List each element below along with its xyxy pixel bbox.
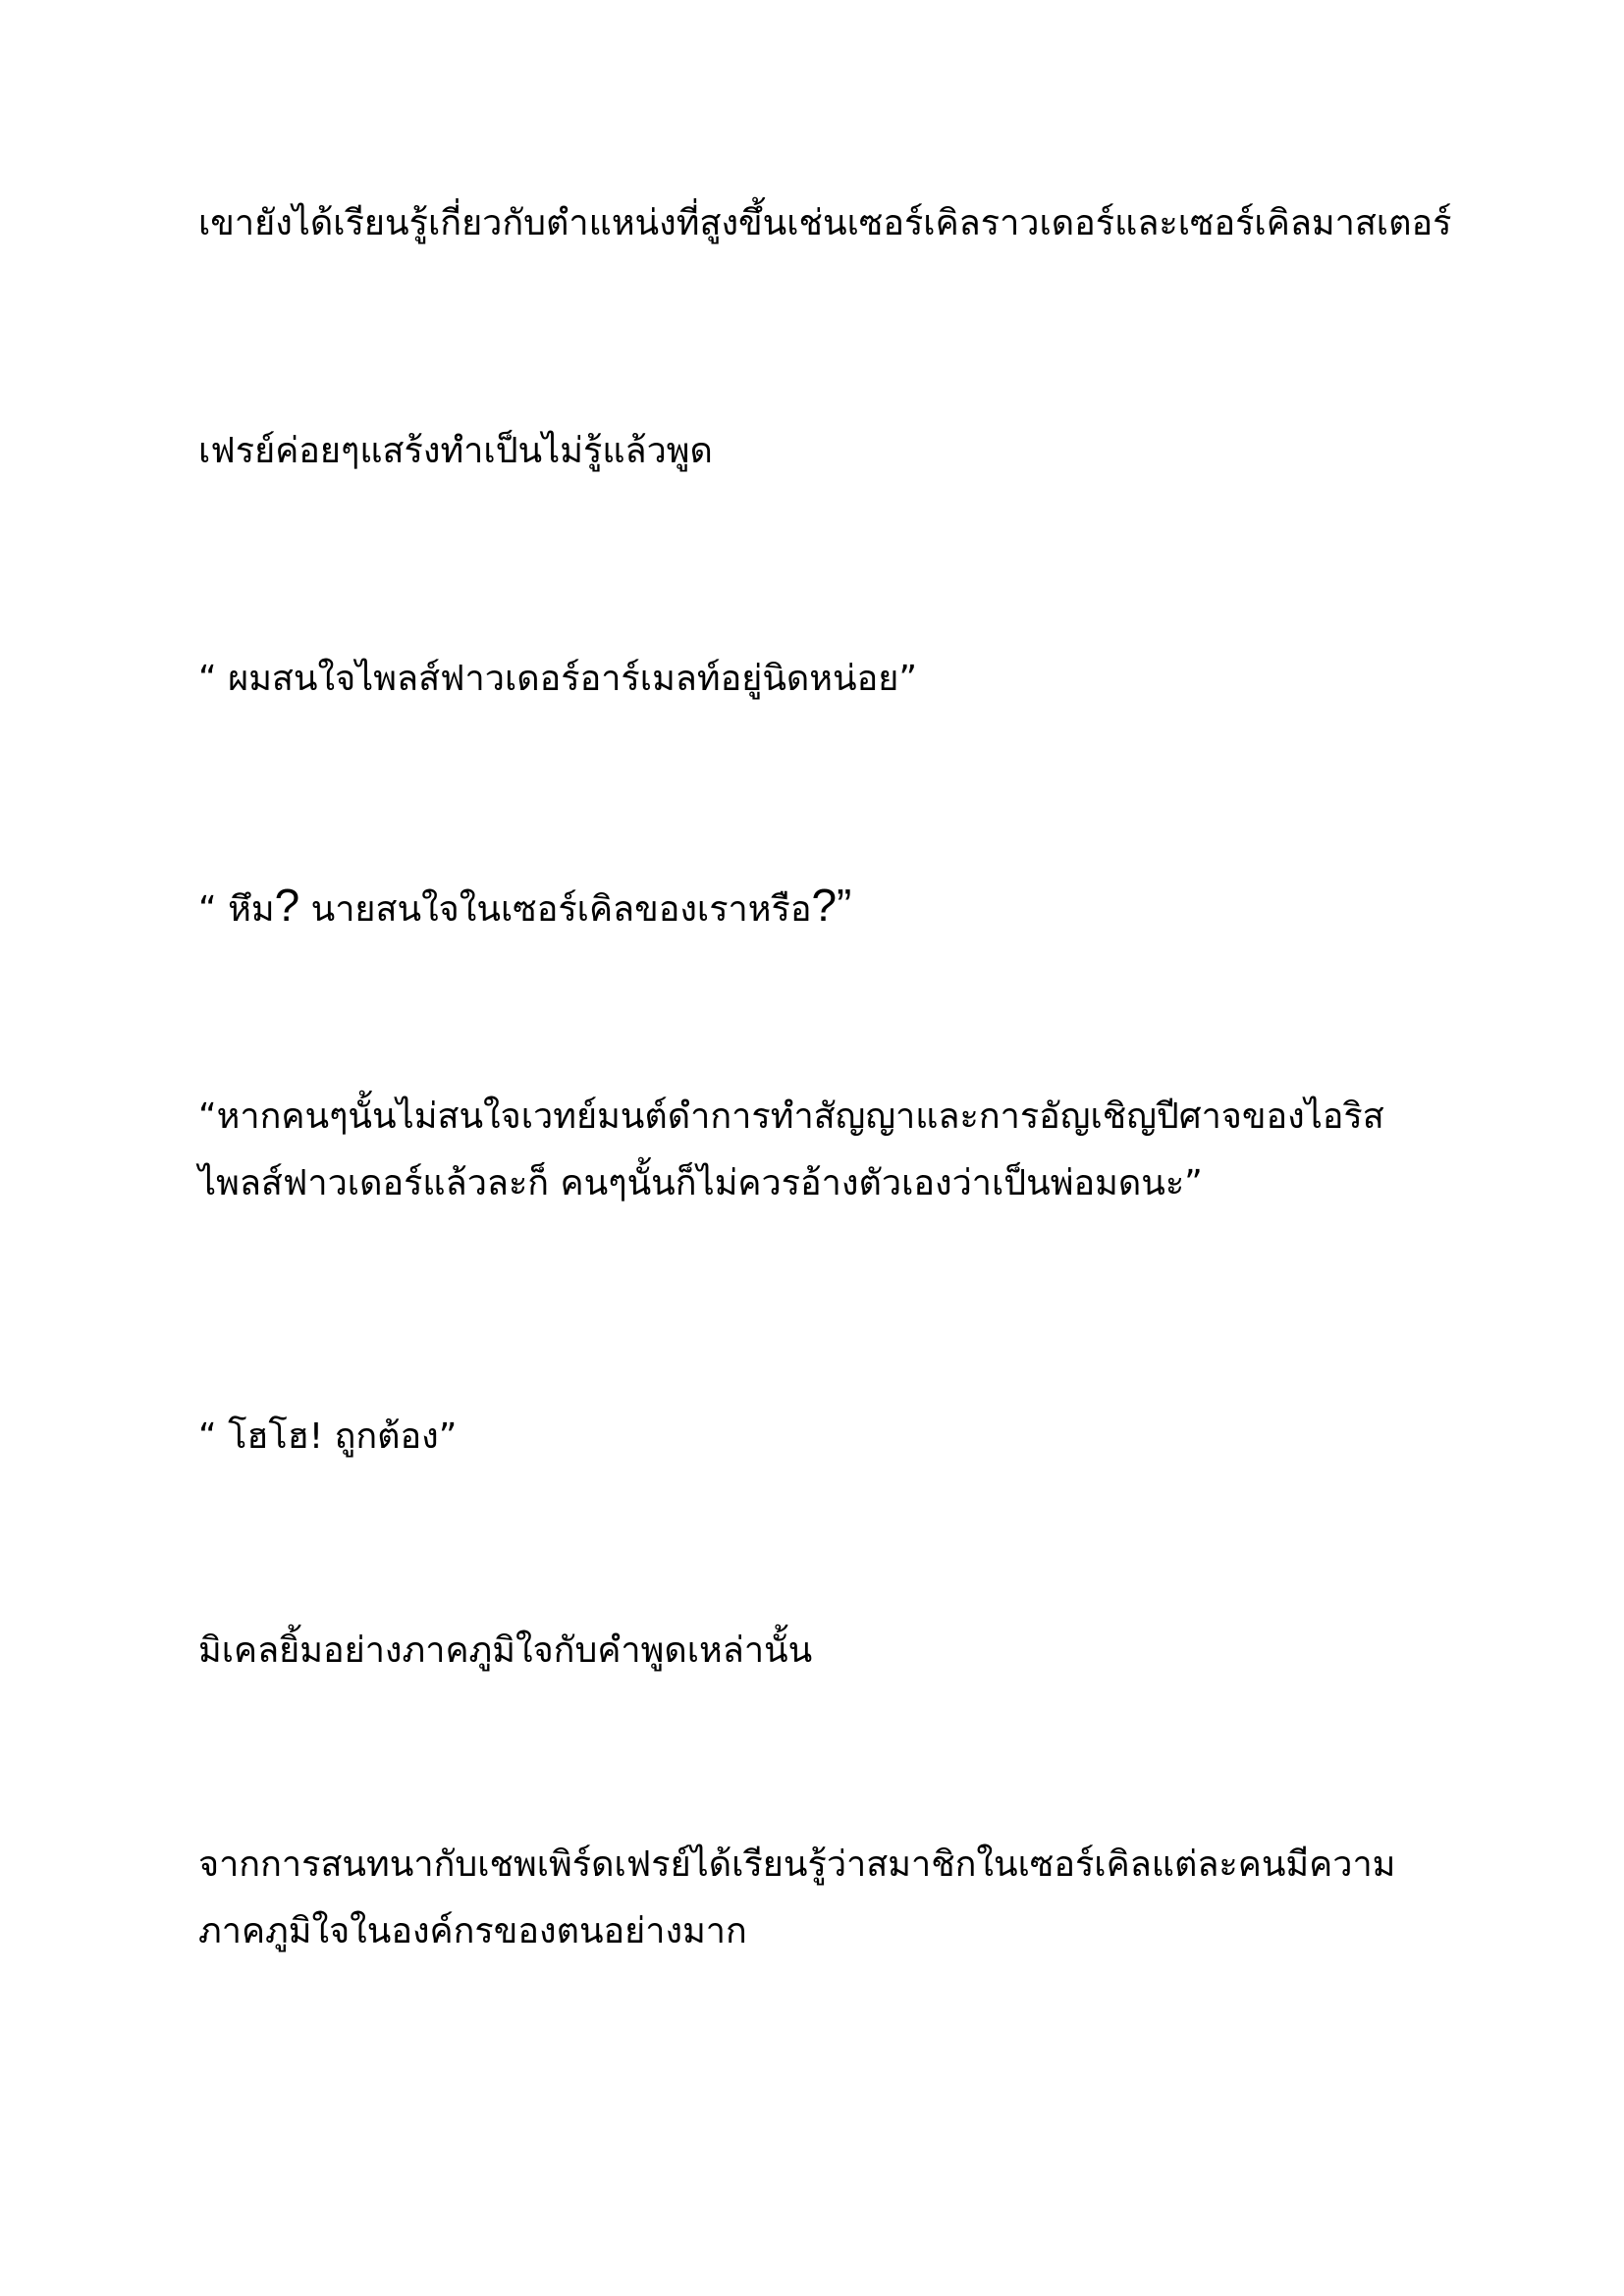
paragraph-3-line-1: “ ผมสนใจไพลส์ฟาวเดอร์อาร์เมลท์อยู่นิดหน่อย” bbox=[198, 659, 918, 699]
paragraph-3-quote bbox=[198, 646, 1435, 713]
quote-segment-2: นายสนใจในเซอร์เคิลของเราหรือ bbox=[299, 889, 812, 930]
paragraph-1 bbox=[198, 190, 1452, 257]
paragraph-1-line-1: เขายังได้เรียนรู้เกี่ยวกับตำแหน่งที่สูงขึ้นเช่นเซอร์เคิลราวเดอร์และเซอร์เคิลมาสเตอร์ bbox=[198, 203, 1452, 243]
paragraph-4-quote bbox=[198, 872, 1435, 943]
paragraph-8 bbox=[198, 1832, 1435, 1965]
paragraph-5-quote bbox=[198, 1084, 1435, 1217]
paragraph-5-line-1: “หากคนๆนั้นไม่สนใจเวทย์มนต์ดำการทำสัญญาและการอัญเชิญปีศาจของไอริส bbox=[198, 1096, 1384, 1137]
quote-segment-1: “ หึม bbox=[198, 889, 275, 930]
paragraph-6-line-1: “ โฮโฮ! ถูกต้อง” bbox=[198, 1416, 458, 1457]
paragraph-6-quote bbox=[198, 1404, 1435, 1470]
paragraph-2-line-1: เฟรย์ค่อยๆแสร้งทำเป็นไม่รู้แล้วพูด bbox=[198, 431, 713, 471]
paragraph-5-line-2: ไพลส์ฟาวเดอร์แล้วละก็ คนๆนั้นก็ไม่ควรอ้างตัวเองว่าเป็นพ่อมดนะ” bbox=[198, 1163, 1203, 1203]
paragraph-8-line-2: ภาคภูมิใจในองค์กรของตนอย่างมาก bbox=[198, 1911, 747, 1951]
paragraph-7-line-1: มิเคลยิ้มอย่างภาคภูมิใจกับคำพูดเหล่านั้น bbox=[198, 1630, 813, 1671]
question-mark-close-quote-large: ?” bbox=[811, 880, 852, 931]
paragraph-2 bbox=[198, 418, 1435, 485]
paragraph-8-line-1: จากการสนทนากับเชพเพิร์ดเฟรย์ได้เรียนรู้ว่าสมาชิกในเซอร์เคิลแต่ละคนมีความ bbox=[198, 1844, 1396, 1885]
paragraph-4-line-1 bbox=[198, 872, 1435, 943]
paragraph-7 bbox=[198, 1618, 1435, 1684]
question-mark-large: ? bbox=[274, 880, 300, 931]
